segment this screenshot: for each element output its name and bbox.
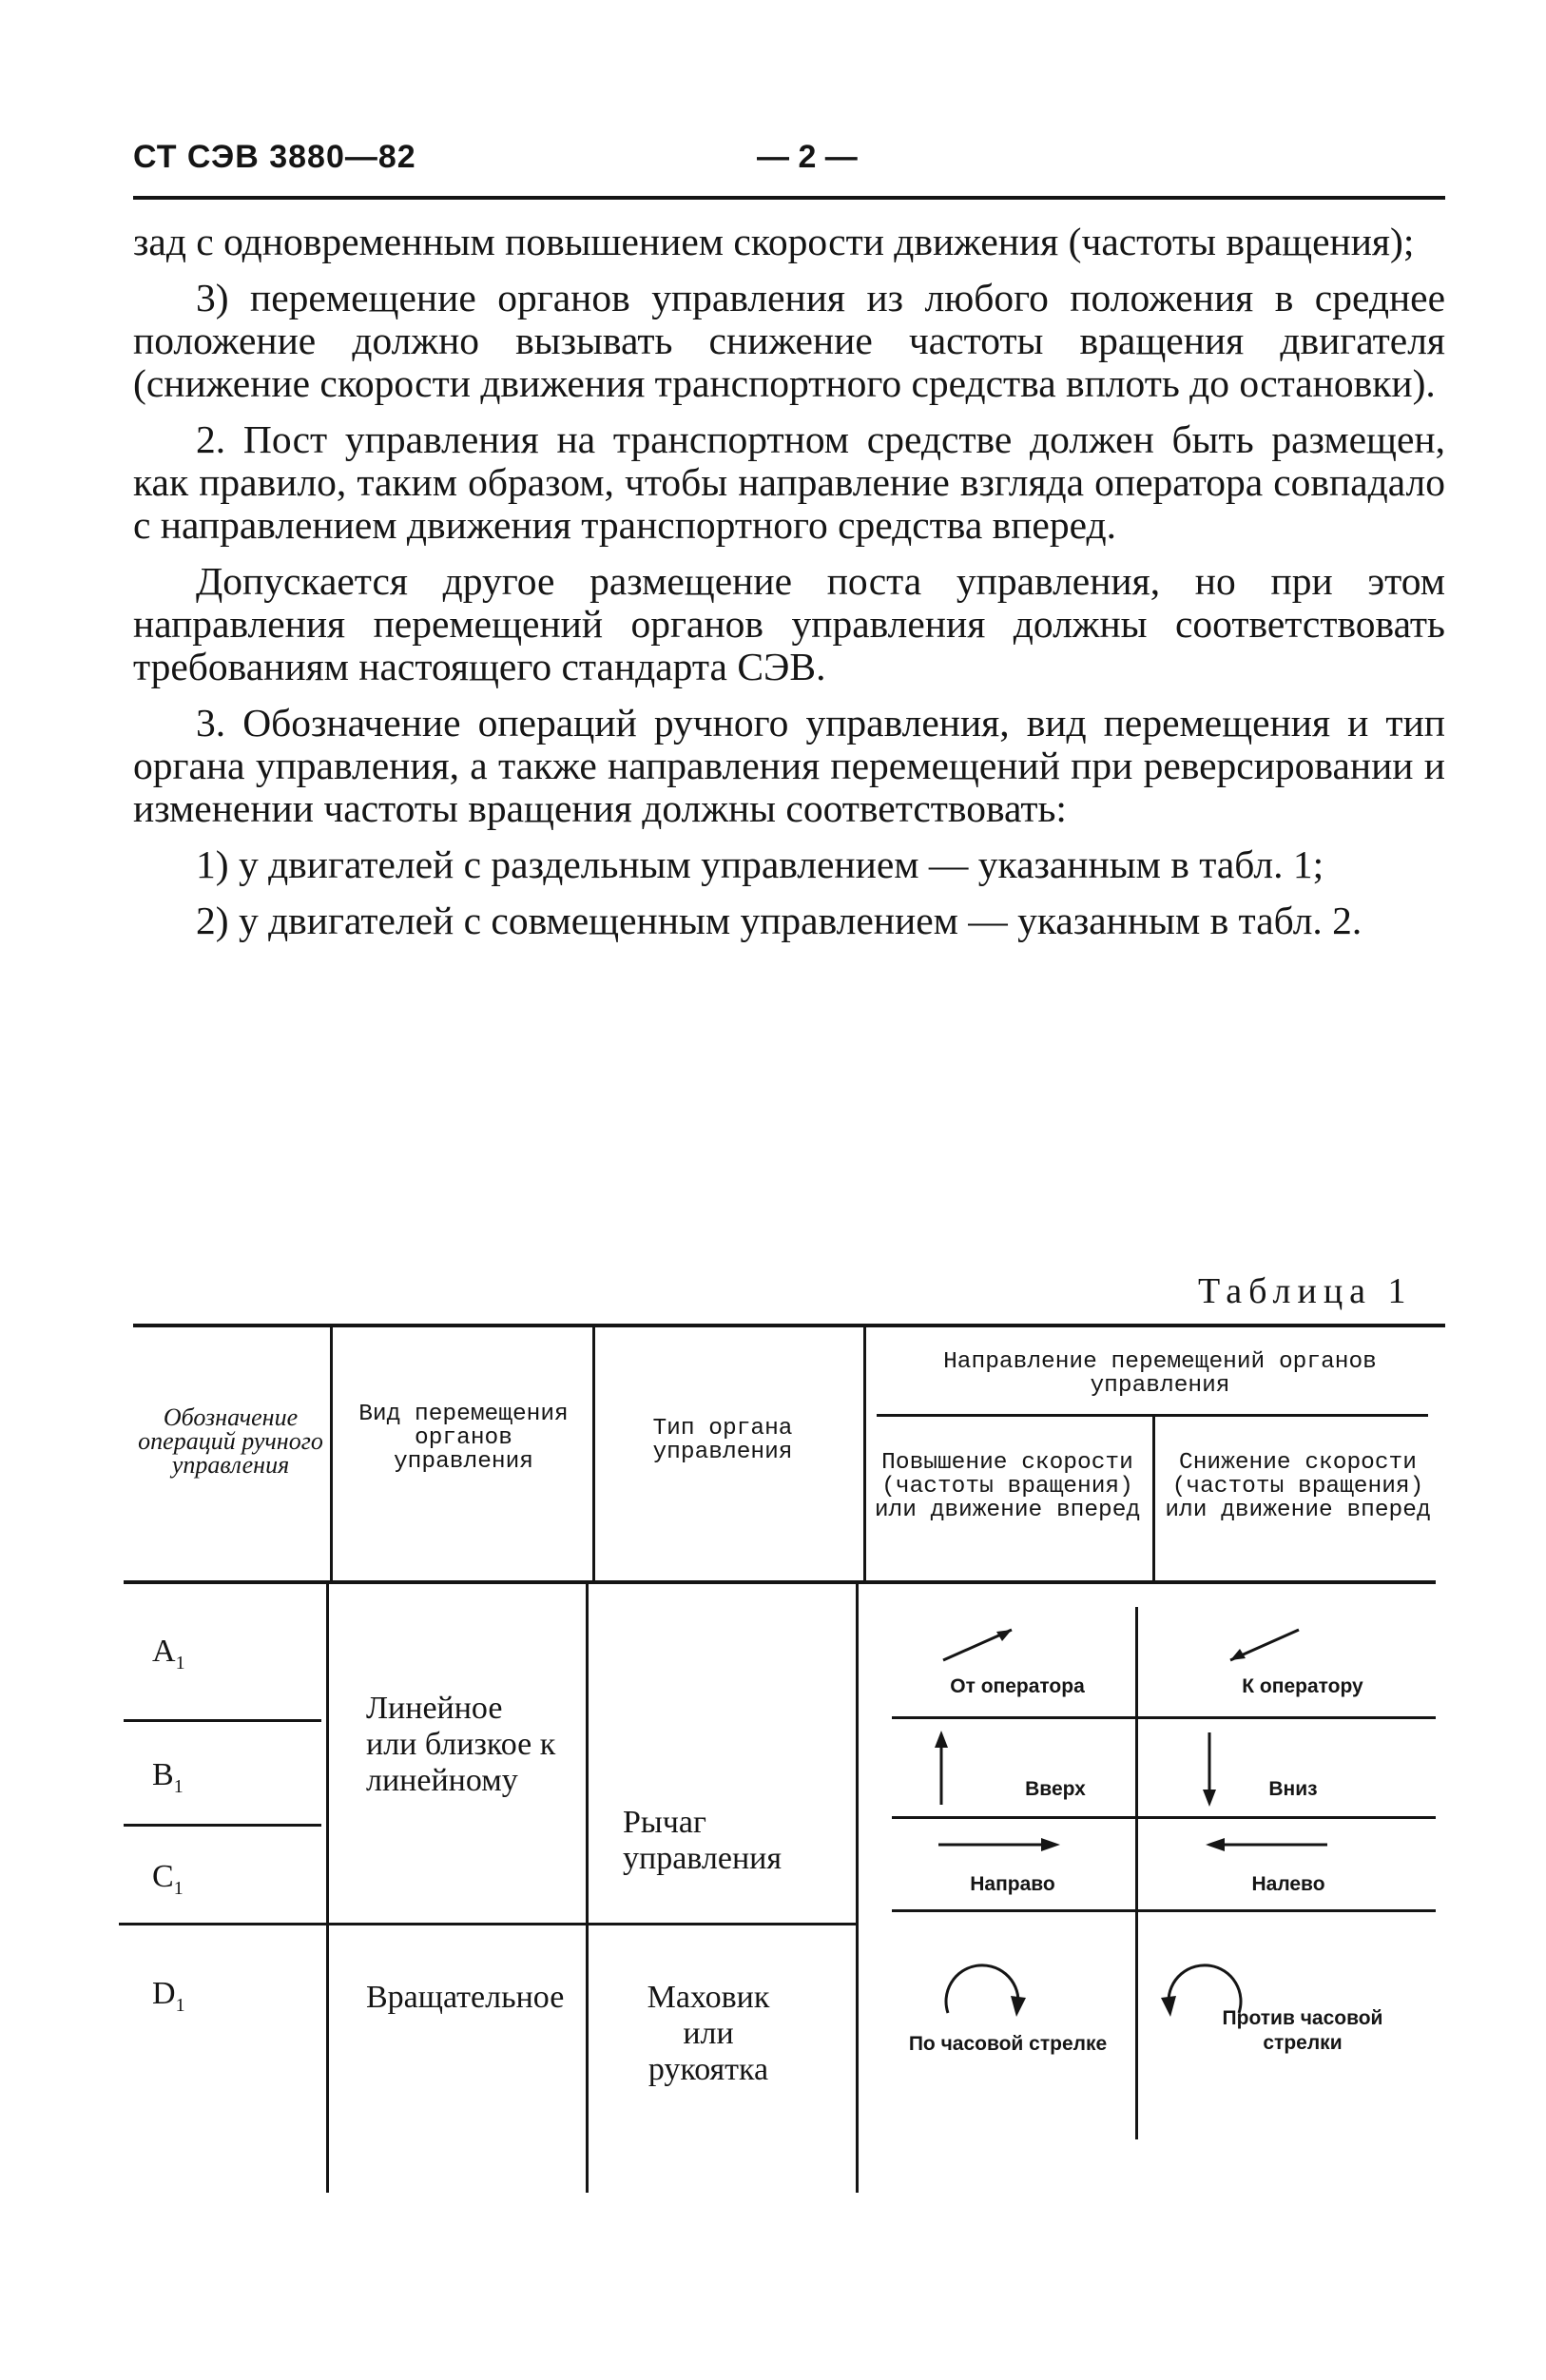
paragraph: 3) перемещение органов управления из любого положения в среднее положение должно вызывать снижение частоты вращения двигателя (снижение скорости движения транспортного средства вплоть до остановки). xyxy=(133,276,1445,405)
paragraph: Допускается другое размещение поста управления, но при этом направления перемещений органов управления должны соответствовать требованиям настоящего стандарта СЭВ. xyxy=(133,559,1445,688)
paragraph: 3. Обозначение операций ручного управления, вид перемещения и тип органа управления, а также направления перемещений при реверсировании и изменении частоты вращения должны соответствовать: xyxy=(133,701,1445,830)
row-divider xyxy=(119,1923,856,1925)
col-divider xyxy=(1135,1607,1138,2139)
row-label-b1: $B_1$ xyxy=(152,1757,184,1797)
arrow-down-icon xyxy=(1200,1731,1219,1807)
label-down: Вниз xyxy=(1268,1778,1318,1800)
col-divider xyxy=(586,1584,589,2193)
row-divider xyxy=(892,1716,1436,1719)
header-bottom-rule xyxy=(124,1580,1436,1584)
paragraph: 2. Пост управления на транспортном средстве должен быть размещен, как правило, таким образом, чтобы направление взгляда оператора совпадало с направлением движения транспортного средства вперед. xyxy=(133,417,1445,547)
paragraph: 1) у двигателей с раздельным управлением — указанным в табл. 1; xyxy=(196,842,1324,886)
control-wheel: Маховик или рукоятка xyxy=(647,1980,770,2087)
label-right: Направо xyxy=(970,1873,1055,1895)
row-label-d1: $D_1$ xyxy=(152,1976,185,2016)
header-direction: Направление перемещений органов управления xyxy=(943,1349,1377,1399)
standard-code: СТ СЭВ 3880—82 xyxy=(133,139,416,175)
control-lever: Рычаг управления xyxy=(623,1805,782,1876)
header-movement-type: Вид перемещения органов управления xyxy=(358,1402,569,1475)
arrow-up-right-icon xyxy=(941,1626,1017,1664)
header-designation: Обозначение операций ручного управления xyxy=(138,1403,323,1479)
row-label-c1: $C_1$ xyxy=(152,1859,184,1899)
header-rule xyxy=(133,196,1445,200)
header-decrease: Снижение скорости (частоты вращения) или движение вперед xyxy=(1165,1450,1431,1523)
body-text xyxy=(133,221,1445,956)
paragraph: зад с одновременным повышением скорости движения (частоты вращения); xyxy=(133,220,1415,263)
label-left: Налево xyxy=(1251,1873,1325,1895)
label-from-operator: От оператора xyxy=(950,1675,1085,1697)
clockwise-arrow-icon xyxy=(937,1935,1032,2021)
header-increase: Повышение скорости (частоты вращения) или движение вперед xyxy=(874,1450,1141,1523)
row-divider xyxy=(892,1909,1436,1912)
movement-rotary: Вращательное xyxy=(366,1980,565,2015)
label-clockwise: По часовой стрелке xyxy=(908,2033,1108,2055)
arrow-up-icon xyxy=(932,1731,951,1807)
paragraph: 2) у двигателей с совмещенным управлением — указанным в табл. 2. xyxy=(196,899,1362,942)
table-caption: Таблица 1 xyxy=(1198,1271,1413,1311)
col-divider xyxy=(863,1327,866,1580)
row-divider xyxy=(124,1719,321,1722)
label-counterclockwise: Против часовой стрелки xyxy=(1222,2007,1383,2054)
col-divider xyxy=(1152,1417,1155,1580)
row-divider xyxy=(892,1816,1436,1819)
movement-linear: Линейное или близкое к линейному xyxy=(366,1691,556,1798)
col-divider xyxy=(330,1327,333,1580)
col-divider xyxy=(856,1584,859,2193)
label-to-operator: К оператору xyxy=(1242,1675,1363,1697)
row-divider xyxy=(124,1824,321,1827)
col-divider xyxy=(326,1584,329,2193)
arrow-down-left-icon xyxy=(1227,1626,1303,1664)
col-divider xyxy=(592,1327,595,1580)
arrow-left-icon xyxy=(1206,1835,1329,1854)
page-number: — 2 — xyxy=(757,139,858,175)
row-label-a1: $A_1$ xyxy=(152,1634,185,1674)
header-control-type: Тип органа управления xyxy=(652,1416,793,1465)
label-up: Вверх xyxy=(1025,1778,1086,1800)
arrow-right-icon xyxy=(937,1835,1060,1854)
